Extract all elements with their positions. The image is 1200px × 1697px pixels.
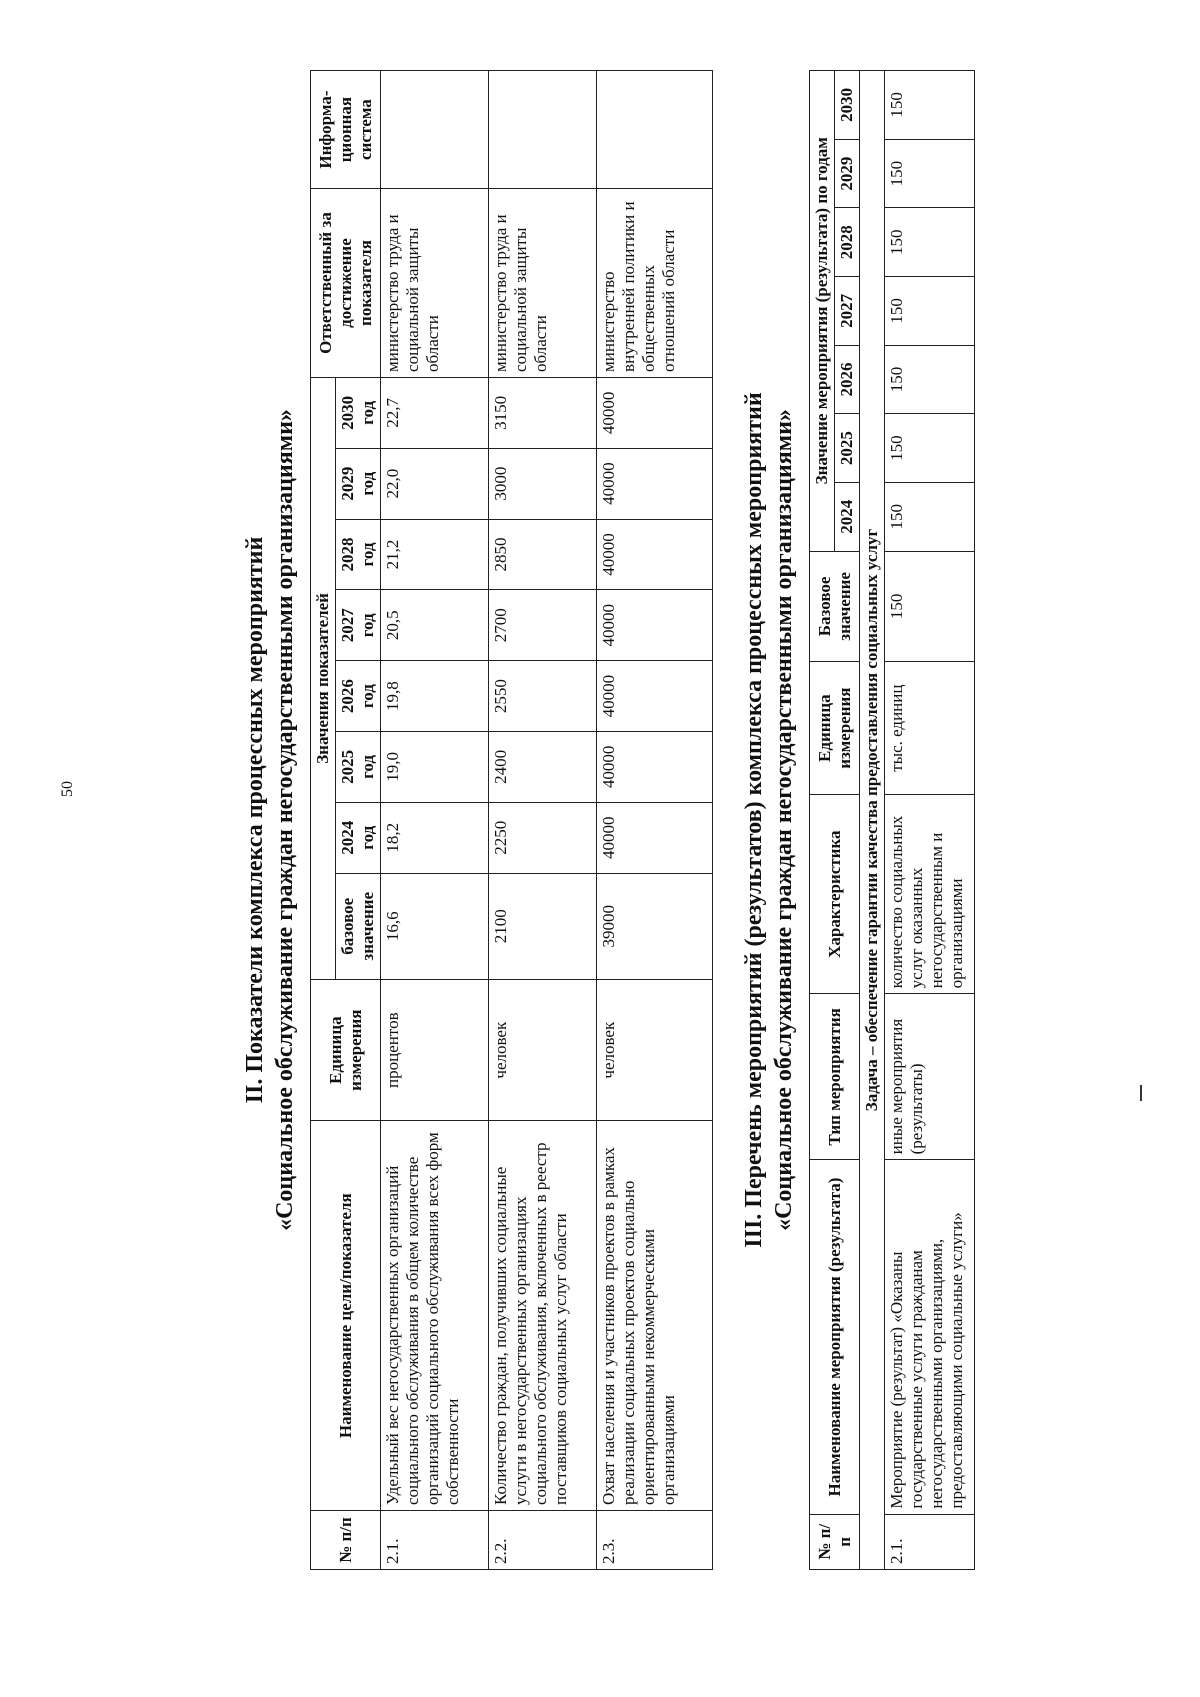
row-2024: 150 [885, 482, 975, 551]
header-year-2028: 2028 [835, 208, 860, 277]
row-2030: 150 [885, 71, 975, 140]
row-base: 16,6 [381, 873, 489, 979]
row-2027: 150 [885, 277, 975, 346]
header-year-2030: 2030 [835, 71, 860, 140]
row-info-system [489, 71, 597, 189]
page-number: 50 [59, 781, 76, 797]
header-year-2027: 2027 год [336, 590, 381, 661]
row-info-system [597, 71, 713, 189]
header-year-2027: 2027 [835, 277, 860, 346]
row-2029: 22,0 [381, 448, 489, 519]
row-2030: 40000 [597, 377, 713, 448]
stray-mark [1140, 1085, 1142, 1101]
header-values-group: Значения показателей [311, 377, 336, 979]
row-2025: 150 [885, 414, 975, 483]
header-responsible: Ответственный за достижение показателя [311, 189, 381, 378]
row-2025: 2400 [489, 732, 597, 803]
section3-title-line1: III. Перечень мероприятий (результатов) комплекса процессных мероприятий [741, 392, 767, 1248]
row-base: 39000 [597, 873, 713, 979]
row-num: 2.3. [597, 1510, 713, 1569]
row-2028: 150 [885, 208, 975, 277]
row-2028: 21,2 [381, 519, 489, 590]
row-2029: 150 [885, 139, 975, 208]
row-2029: 40000 [597, 448, 713, 519]
landscape-content [240, 70, 1060, 1570]
row-num: 2.1. [381, 1510, 489, 1569]
header-type: Тип мероприятия [810, 994, 860, 1160]
header-year-2024: 2024 год [336, 802, 381, 873]
row-characteristic: количество социальных услуг оказанных негосударственным и организациями [885, 795, 975, 994]
row-unit: человек [489, 979, 597, 1121]
row-2026: 19,8 [381, 661, 489, 732]
row-unit: процентов [381, 979, 489, 1121]
header-info-system: Информа-ционная система [311, 71, 381, 189]
measures-table [809, 70, 975, 1570]
header-year-2024: 2024 [835, 482, 860, 551]
header-name: Наименование цели/показателя [311, 1121, 381, 1511]
indicators-table [310, 70, 713, 1570]
row-2026: 40000 [597, 661, 713, 732]
row-2030: 22,7 [381, 377, 489, 448]
table-row [381, 71, 489, 1570]
row-name: Удельный вес негосударственных организаций социального обслуживания в общем количестве организаций социального обслуживания всех форм собственности [381, 1121, 489, 1511]
header-name: Наименование мероприятия (результата) [810, 1160, 860, 1514]
row-2026: 2550 [489, 661, 597, 732]
row-base: 150 [885, 551, 975, 662]
row-num: 2.1. [885, 1514, 975, 1569]
row-2026: 150 [885, 345, 975, 414]
header-year-2026: 2026 [835, 345, 860, 414]
header-characteristic: Характеристика [810, 795, 860, 994]
table-row [597, 71, 713, 1570]
row-2027: 20,5 [381, 590, 489, 661]
section2-title-line1: II. Показатели комплекса процессных мероприятий [242, 536, 268, 1104]
row-2027: 40000 [597, 590, 713, 661]
header-year-2025: 2025 год [336, 732, 381, 803]
row-2030: 3150 [489, 377, 597, 448]
row-2027: 2700 [489, 590, 597, 661]
row-name: Количество граждан, получивших социальные услуги в негосударственных организациях социального обслуживания, включенных в реестр поставщиков социальных услуг области [489, 1121, 597, 1511]
header-year-2029: 2029 год [336, 448, 381, 519]
header-year-2028: 2028 год [336, 519, 381, 590]
row-2025: 19,0 [381, 732, 489, 803]
header-base: Базовое значение [810, 551, 860, 662]
task-text: Задача – обеспечение гарантии качества предоставления социальных услуг [860, 71, 885, 1570]
header-year-2029: 2029 [835, 139, 860, 208]
row-responsible: министерство внутренней политики и общественных отношений области [597, 189, 713, 378]
row-2024: 18,2 [381, 802, 489, 873]
row-2028: 2850 [489, 519, 597, 590]
header-unit: Единица измерения [810, 662, 860, 795]
header-num: № п/п [810, 1514, 860, 1569]
row-info-system [381, 71, 489, 189]
row-unit: человек [597, 979, 713, 1121]
table-row [885, 71, 975, 1570]
row-name: Охват населения и участников проектов в рамках реализации социальных проектов социально ориентированными некоммерческими организациями [597, 1121, 713, 1511]
row-2024: 2250 [489, 802, 597, 873]
row-type: иные мероприятия (результаты) [885, 994, 975, 1160]
row-base: 2100 [489, 873, 597, 979]
row-2025: 40000 [597, 732, 713, 803]
row-responsible: министерство труда и социальной защиты области [489, 189, 597, 378]
section3-title-line2: «Социальное обслуживание граждан негосударственными организациями» [771, 409, 797, 1231]
task-row [860, 71, 885, 1570]
header-num: № п/п [311, 1510, 381, 1569]
header-year-2026: 2026 год [336, 661, 381, 732]
header-base: базовое значение [336, 873, 381, 979]
header-year-2030: 2030 год [336, 377, 381, 448]
table-row [489, 71, 597, 1570]
header-year-2025: 2025 [835, 414, 860, 483]
row-2029: 3000 [489, 448, 597, 519]
row-2024: 40000 [597, 802, 713, 873]
row-unit: тыс. единиц [885, 662, 975, 795]
header-unit: Единица измерения [311, 979, 381, 1121]
section2-title-line2: «Социальное обслуживание граждан негосударственными организациями» [272, 409, 298, 1231]
header-values-group: Значение мероприятия (результата) по годам [810, 71, 835, 552]
row-responsible: министерство труда и социальной защиты области [381, 189, 489, 378]
row-num: 2.2. [489, 1510, 597, 1569]
row-name: Мероприятие (результат) «Оказаны государственные услуги гражданам негосударственными организациями, предоставляющими социальные услуги» [885, 1160, 975, 1514]
row-2028: 40000 [597, 519, 713, 590]
